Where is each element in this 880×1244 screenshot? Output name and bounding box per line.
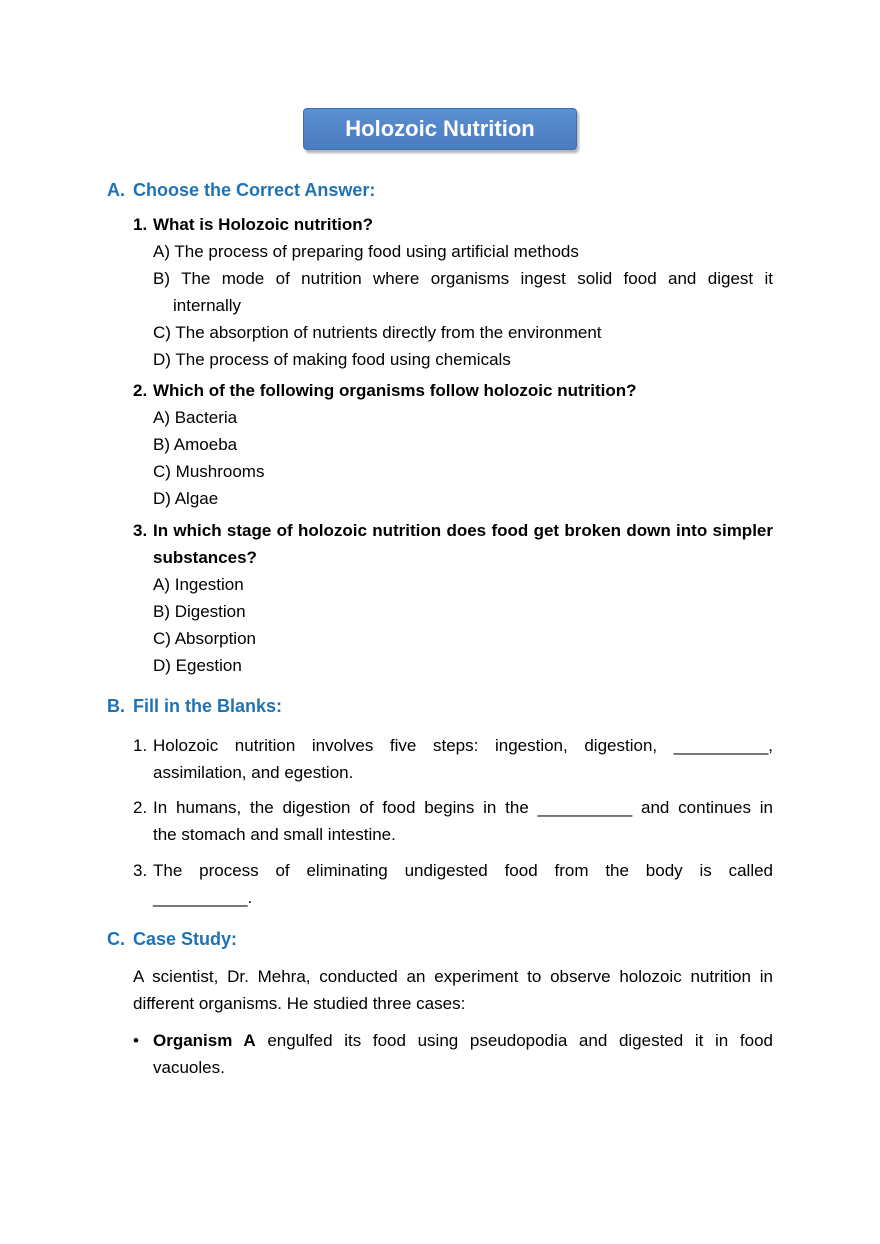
q2-option-a: A) Bacteria — [153, 408, 238, 427]
blank-3-num: 3. — [133, 861, 148, 880]
q2-option-d: D) Algae — [153, 489, 219, 508]
section-a-letter: A. — [107, 180, 125, 200]
blank-3-line1: The process of eliminating undigested food from the body is called — [153, 861, 773, 880]
case-organism-a-line1 — [153, 1027, 773, 1054]
q3-option-a: A) Ingestion — [153, 575, 244, 594]
q1-option-b-cont: internally — [173, 296, 242, 315]
section-a-heading — [107, 180, 375, 201]
section-b-heading — [107, 696, 282, 717]
question-1-num: 1. — [133, 215, 148, 234]
blank-2-line1: In humans, the digestion of food begins in the __________ and continues in — [153, 798, 773, 817]
section-c-letter: C. — [107, 929, 125, 949]
q3-option-c: C) Absorption — [153, 629, 256, 648]
q1-option-d: D) The process of making food using chemicals — [153, 350, 511, 369]
case-study-intro-line1: A scientist, Dr. Mehra, conducted an experiment to observe holozoic nutrition in — [133, 967, 773, 986]
bullet-icon: • — [133, 1031, 139, 1050]
question-3-num: 3. — [133, 521, 148, 540]
organism-a-label: Organism A — [153, 1031, 256, 1050]
page-title: Holozoic Nutrition — [303, 108, 577, 150]
section-c-heading — [107, 929, 237, 950]
question-1-text: What is Holozoic nutrition? — [153, 215, 374, 234]
q3-option-d: D) Egestion — [153, 656, 242, 675]
q2-option-c: C) Mushrooms — [153, 462, 265, 481]
blank-1-num: 1. — [133, 736, 148, 755]
q1-option-c: C) The absorption of nutrients directly from the environment — [153, 323, 602, 342]
question-2-num: 2. — [133, 381, 148, 400]
q1-option-a: A) The process of preparing food using artificial methods — [153, 242, 579, 261]
section-a-title: Choose the Correct Answer: — [133, 180, 376, 200]
section-b-letter: B. — [107, 696, 125, 716]
blank-2-line2: the stomach and small intestine. — [153, 825, 396, 844]
question-2-text: Which of the following organisms follow holozoic nutrition? — [153, 381, 637, 400]
case-study-intro-line2: different organisms. He studied three cases: — [133, 994, 466, 1013]
blank-3-line2: __________. — [153, 888, 253, 907]
blank-1-line1: Holozoic nutrition involves five steps: ingestion, digestion, __________, — [153, 736, 773, 755]
q2-option-b: B) Amoeba — [153, 435, 238, 454]
blank-2-num: 2. — [133, 798, 148, 817]
blank-1-line2: assimilation, and egestion. — [153, 763, 354, 782]
section-b-title: Fill in the Blanks: — [133, 696, 283, 716]
q1-option-b: B) The mode of nutrition where organisms ingest solid food and digest it — [153, 269, 773, 288]
case-organism-a-line2: vacuoles. — [153, 1058, 225, 1077]
question-3-text-line1: In which stage of holozoic nutrition does food get broken down into simpler — [153, 521, 773, 540]
section-c-title: Case Study: — [133, 929, 238, 949]
question-3-text-line2: substances? — [153, 548, 257, 567]
organism-a-desc: engulfed its food using pseudopodia and digested it in food — [255, 1031, 773, 1050]
q3-option-b: B) Digestion — [153, 602, 246, 621]
